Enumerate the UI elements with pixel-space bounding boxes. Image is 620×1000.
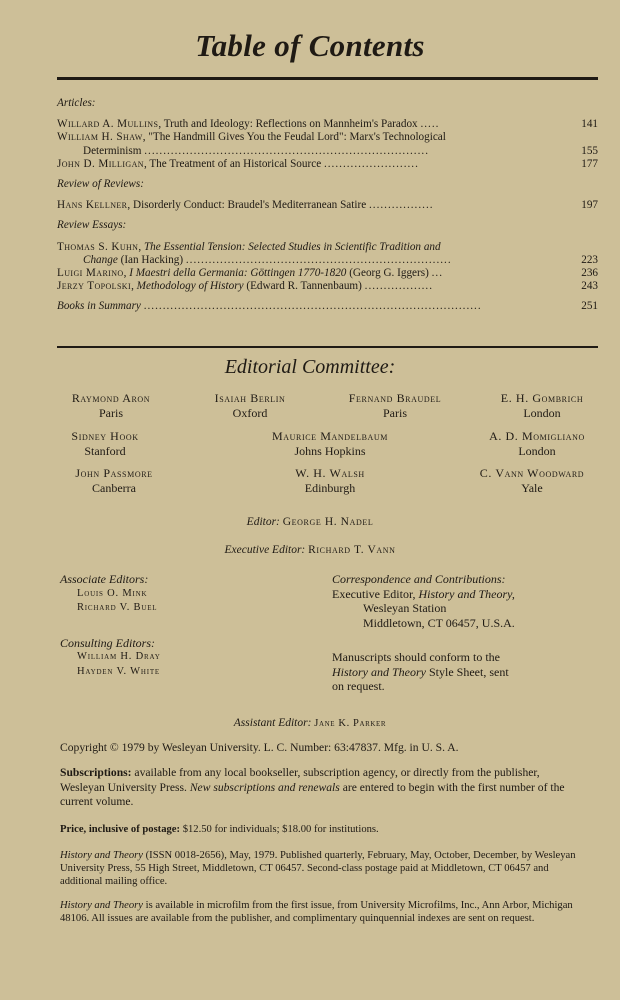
toc-entry-continued: Determinism ........................................................................... 155 [83, 144, 598, 157]
journal-name: History and Theory [332, 664, 426, 679]
member-name: Isaiah Berlin [214, 391, 286, 405]
title-rule [57, 77, 598, 80]
toc-entry: William H. Shaw, "The Handmill Gives You the Feudal Lord": Marx's Technological [57, 131, 446, 144]
executive-editor-line [0, 544, 620, 556]
member-name: Raymond Aron [71, 391, 151, 405]
member-name: W. H. Walsh [295, 466, 365, 480]
address-line: Middletown, CT 06457, U.S.A. [363, 615, 515, 630]
editor-line [0, 516, 620, 528]
entry-author: Hans Kellner [57, 199, 128, 212]
member-city: Canberra [92, 481, 136, 495]
journal-name: History and Theory [60, 900, 143, 911]
committee-member [452, 466, 612, 496]
entry-title: Disorderly Conduct: Braudel's Mediterranean Satire [133, 199, 367, 212]
member-city: London [518, 444, 556, 458]
entry-page: 141 [581, 118, 598, 131]
entry-title: The Treatment of an Historical Source [149, 157, 322, 170]
member-city: Yale [521, 481, 543, 495]
member-city: Stanford [84, 444, 126, 458]
associate-editor: Richard V. Buel [77, 602, 158, 613]
microfilm-text: is available in microfilm from the first issue, from University Microfilms, Inc., Ann Arbor, Michigan 48106. All issues are available from the publisher, and complimentary quinquennial indexes are sent on request. [60, 900, 573, 925]
member-city: Oxford [232, 406, 268, 420]
member-city: Paris [99, 406, 123, 420]
correspondence-line: Executive Editor, [332, 586, 416, 601]
correspondence-column [332, 572, 594, 694]
member-name: A. D. Momigliano [489, 429, 585, 443]
price-notice [60, 823, 580, 836]
entry-title: Books in Summary [57, 300, 141, 313]
assistant-editor-name: Jane K. Parker [314, 718, 387, 729]
entry-page: 251 [581, 300, 598, 313]
correspondence-label: Correspondence and Contributions: [332, 572, 506, 586]
member-name: E. H. Gombrich [500, 391, 584, 405]
editors-column [60, 572, 310, 679]
entry-page: 177 [581, 157, 598, 170]
entry-reviewer: (Ian Hacking) [120, 253, 184, 266]
committee-member [50, 466, 178, 496]
member-name: Sidney Hook [71, 429, 139, 443]
toc-entry: Thomas S. Kuhn, The Essential Tension: Selected Studies in Scientific Tradition and [57, 240, 441, 253]
associate-editor: Louis O. Mink [77, 587, 148, 599]
member-name: John Passmore [75, 466, 153, 480]
entry-author: Thomas S. Kuhn [57, 240, 139, 253]
subscriptions-notice [60, 766, 580, 810]
entry-author: Luigi Marino [57, 267, 124, 280]
section-rule [57, 346, 598, 348]
page-title: Table of Contents [195, 28, 425, 63]
section-articles: Articles: [57, 97, 96, 109]
committee-member [50, 391, 172, 421]
entry-author: William H. Shaw [57, 131, 143, 144]
toc-entry: John D. Milligan, The Treatment of an Historical Source ......................... 177 [57, 157, 598, 170]
entry-page: 236 [581, 267, 598, 280]
committee-member [50, 429, 160, 459]
price-label: Price, inclusive of postage: [60, 824, 181, 835]
entry-title: "The Handmill Gives You the Feudal Lord": Marx's Technological [148, 131, 446, 144]
table-of-contents [57, 97, 598, 314]
section-review-of-reviews: Review of Reviews: [57, 178, 144, 191]
entry-title: Change [83, 253, 118, 266]
entry-title: Determinism [83, 144, 142, 157]
entry-page: 223 [581, 253, 598, 266]
entry-page: 155 [581, 144, 598, 157]
executive-editor-label: Executive Editor: [224, 544, 306, 556]
subscriptions-italic: New subscriptions and renewals [189, 780, 340, 794]
executive-editor-name: Richard T. Vann [308, 544, 396, 556]
entry-reviewer: (Edward R. Tannenbaum) [246, 280, 362, 293]
toc-entry-continued: Change (Ian Hacking) ...................................................................... 223 [83, 253, 598, 266]
journal-name: History and Theory [60, 850, 143, 861]
committee-member [324, 391, 466, 421]
entry-page: 197 [581, 199, 598, 212]
manuscripts-line: Style Sheet, sent [429, 664, 509, 679]
member-city: London [523, 406, 561, 420]
assistant-editor-label: Assistant Editor: [233, 717, 312, 729]
committee-member [240, 429, 420, 459]
member-city: Edinburgh [304, 481, 356, 495]
toc-entry: Books in Summary ......................................................................................... 251 [57, 300, 598, 313]
committee-member [266, 466, 394, 496]
publication-text: (ISSN 0018-2656), May, 1979. Published quarterly, February, May, October, December, by Wesleyan University Press, 55 High Street, Middletown, CT 06457. Second-class postage paid at Middletown, CT 06457 and additional mailing office. [60, 850, 576, 888]
member-city: Johns Hopkins [294, 444, 366, 458]
consulting-editors-label: Consulting Editors: [60, 635, 156, 650]
toc-entry: Hans Kellner, Disorderly Conduct: Braudel's Mediterranean Satire ................. 197 [57, 199, 598, 212]
member-name: Fernand Braudel [348, 391, 442, 405]
member-name: Maurice Mandelbaum [271, 429, 389, 443]
entry-title: I Maestri della Germania: Göttingen 1770-1820 [129, 267, 347, 280]
toc-entry: Willard A. Mullins, Truth and Ideology: Reflections on Mannheim's Paradox ..... 141 [57, 118, 598, 131]
committee-member [190, 391, 310, 421]
price-text: $12.50 for individuals; $18.00 for institutions. [182, 824, 379, 835]
subscriptions-text: available from any local bookseller, subscription agency, or directly from the publisher, Wesleyan University Press. [60, 766, 540, 794]
subscriptions-label: Subscriptions: [60, 766, 132, 779]
editor-name: George H. Nadel [282, 516, 374, 528]
subscriptions-tail: are entered to begin with the first number of the current volume. [60, 780, 565, 808]
address-line: Wesleyan Station [363, 601, 447, 615]
manuscripts-line: Manuscripts should conform to the [332, 650, 500, 664]
committee-member [462, 429, 612, 459]
entry-title: The Essential Tension: Selected Studies in Scientific Tradition and [143, 240, 441, 253]
microfilm-notice [60, 899, 580, 925]
editorial-heading: Editorial Committee: [224, 356, 396, 378]
manuscripts-line: on request. [332, 679, 385, 693]
entry-title: Methodology of History [136, 280, 244, 293]
entry-author: Jerzy Topolski [57, 280, 132, 293]
journal-name: History and Theory, [418, 586, 515, 601]
committee-member [482, 391, 602, 421]
section-review-essays: Review Essays: [57, 219, 127, 232]
consulting-editor: William H. Dray [77, 651, 161, 662]
consulting-editor: Hayden V. White [77, 665, 161, 677]
entry-author: Willard A. Mullins [57, 118, 159, 131]
member-city: Paris [383, 406, 407, 420]
assistant-editor-line [0, 717, 620, 729]
entry-page: 243 [581, 280, 598, 293]
publication-notice [60, 849, 580, 889]
copyright-notice: Copyright © 1979 by Wesleyan University. L. C. Number: 63:47837. Mfg. in U. S. A. [60, 741, 459, 754]
member-name: C. Vann Woodward [479, 466, 585, 480]
entry-reviewer: (Georg G. Iggers) [349, 267, 429, 280]
entry-title: Truth and Ideology: Reflections on Mannheim's Paradox [163, 118, 418, 131]
associate-editors-label: Associate Editors: [60, 572, 149, 586]
entry-author: John D. Milligan [57, 157, 144, 170]
toc-entry: Luigi Marino, I Maestri della Germania: Göttingen 1770-1820 (Georg G. Iggers) ... 236 [57, 267, 598, 280]
editor-label: Editor: [246, 516, 280, 528]
toc-entry: Jerzy Topolski, Methodology of History (Edward R. Tannenbaum) .................. 243 [57, 280, 598, 293]
